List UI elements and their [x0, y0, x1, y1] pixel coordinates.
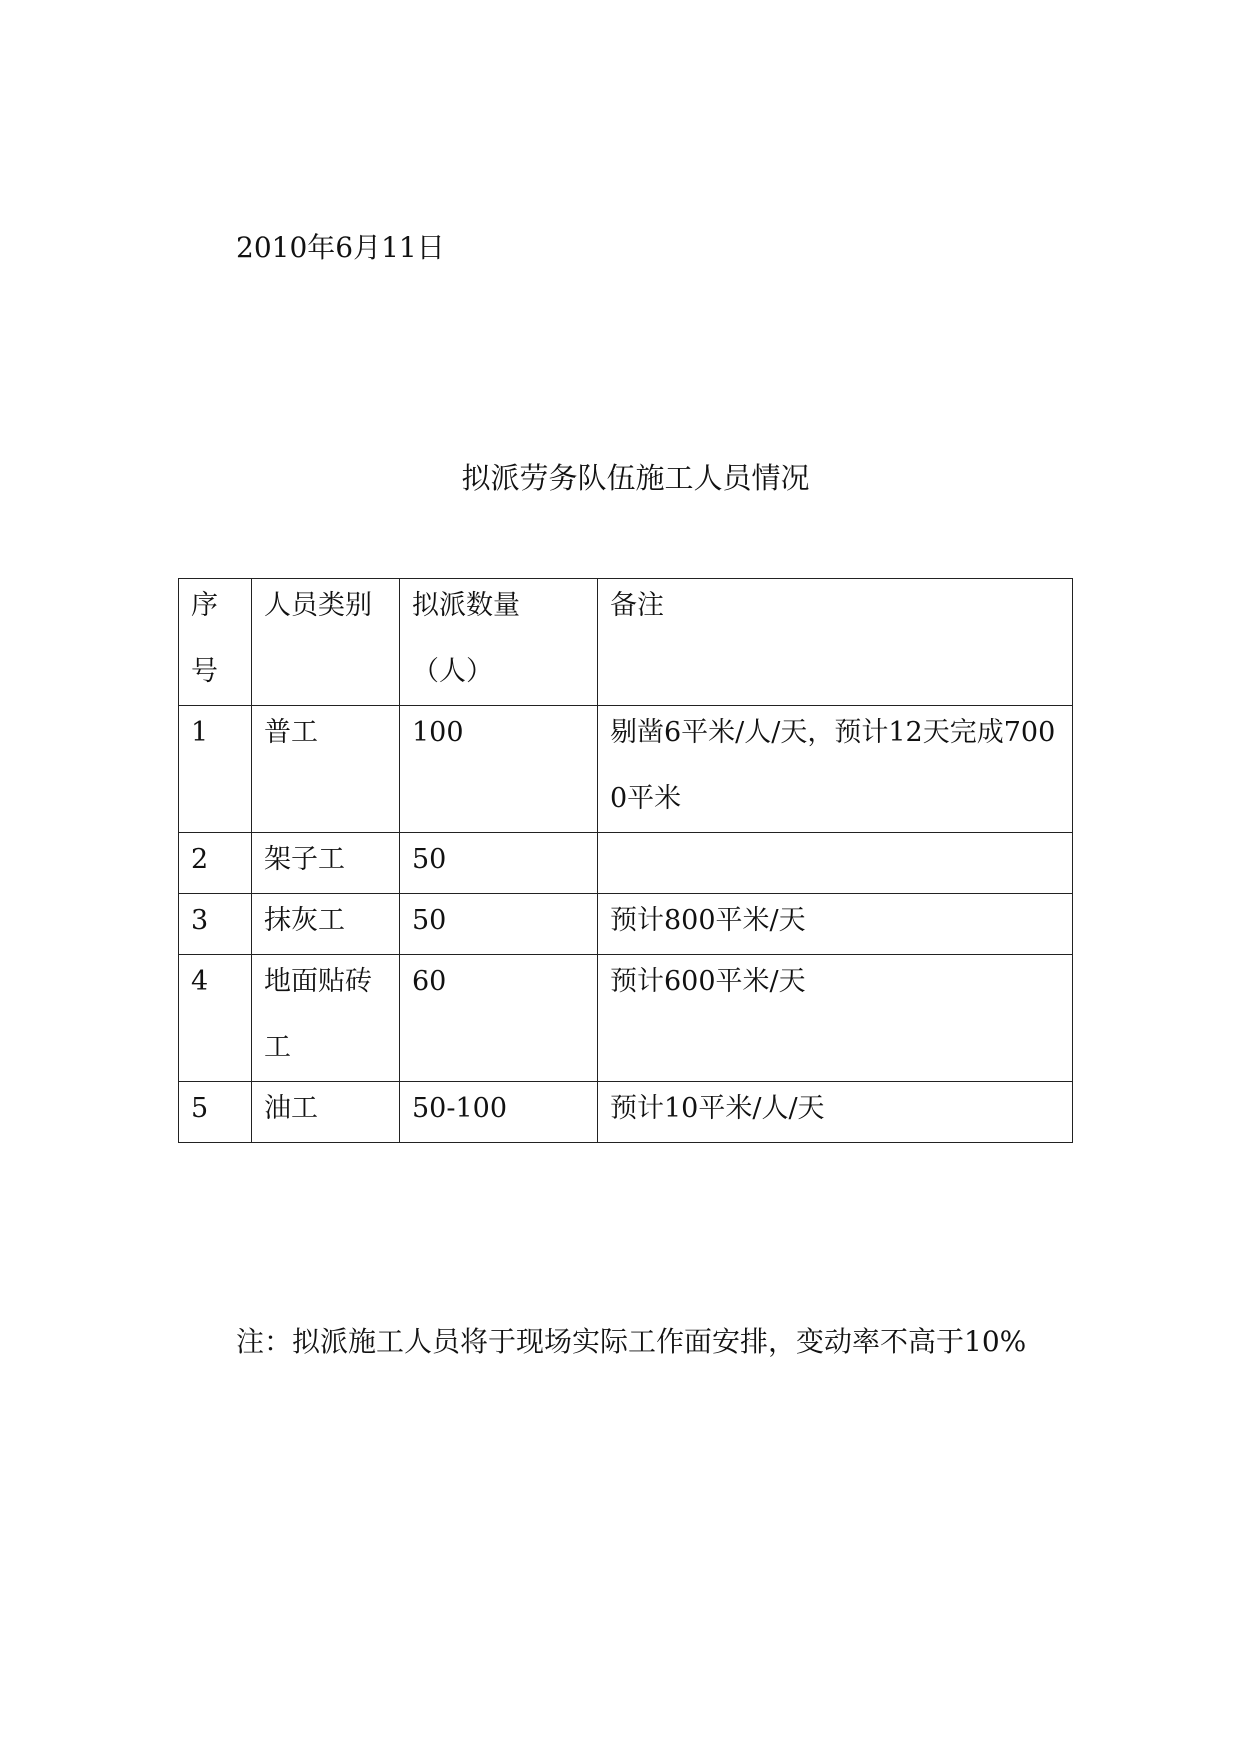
- row-quantity-value: 50: [412, 844, 447, 875]
- header-quantity: [400, 579, 598, 706]
- row-seq-value: 3: [191, 905, 209, 936]
- table-row: [179, 833, 1073, 894]
- row-category: [252, 706, 400, 833]
- row-remark: [598, 955, 1073, 1082]
- staff-table: [178, 578, 1073, 1143]
- row-category-value: 抹灰工: [264, 905, 345, 936]
- row-category-value: 油工: [264, 1093, 318, 1124]
- row-remark-value: 预计800平米/天: [610, 905, 806, 936]
- row-seq-value: 5: [191, 1093, 209, 1124]
- header-quantity-label: 拟派数量（人）: [412, 590, 520, 687]
- document-date: 2010年6月11日: [236, 231, 445, 264]
- document-title: 拟派劳务队伍施工人员情况: [461, 461, 810, 495]
- row-quantity: [400, 833, 598, 894]
- row-quantity-value: 60: [412, 966, 447, 997]
- table-row: [179, 706, 1073, 833]
- row-quantity: [400, 1082, 598, 1143]
- row-quantity: [400, 706, 598, 833]
- row-category: [252, 955, 400, 1082]
- row-category-value: 地面贴砖工: [264, 966, 372, 1063]
- row-seq: [179, 1082, 252, 1143]
- row-category: [252, 833, 400, 894]
- row-quantity-value: 100: [412, 717, 464, 748]
- row-seq: [179, 955, 252, 1082]
- row-remark: [598, 894, 1073, 955]
- row-category-value: 普工: [264, 717, 318, 748]
- row-remark-value: 预计600平米/天: [610, 966, 806, 997]
- header-remark: [598, 579, 1073, 706]
- row-seq: [179, 894, 252, 955]
- header-seq-label: 序号: [191, 590, 218, 687]
- row-remark: [598, 833, 1073, 894]
- header-category: [252, 579, 400, 706]
- row-category-value: 架子工: [264, 844, 345, 875]
- row-quantity: [400, 955, 598, 1082]
- table-row: [179, 955, 1073, 1082]
- document-note: 注：拟派施工人员将于现场实际工作面安排，变动率不高于10%: [236, 1325, 1027, 1358]
- row-quantity-value: 50-100: [412, 1093, 508, 1124]
- row-remark-value: 预计10平米/人/天: [610, 1093, 825, 1124]
- row-quantity-value: 50: [412, 905, 447, 936]
- header-seq: [179, 579, 252, 706]
- row-category: [252, 1082, 400, 1143]
- row-remark: [598, 1082, 1073, 1143]
- row-seq: [179, 833, 252, 894]
- row-category: [252, 894, 400, 955]
- row-remark-value: 剔凿6平米/人/天，预计12天完成7000平米: [610, 717, 1056, 814]
- row-seq: [179, 706, 252, 833]
- row-remark: [598, 706, 1073, 833]
- row-seq-value: 1: [191, 717, 209, 748]
- header-remark-label: 备注: [610, 590, 664, 621]
- table-row: [179, 894, 1073, 955]
- row-quantity: [400, 894, 598, 955]
- row-seq-value: 4: [191, 966, 209, 997]
- header-category-label: 人员类别: [264, 590, 372, 621]
- table-row: [179, 1082, 1073, 1143]
- table-header-row: [179, 579, 1073, 706]
- row-seq-value: 2: [191, 844, 209, 875]
